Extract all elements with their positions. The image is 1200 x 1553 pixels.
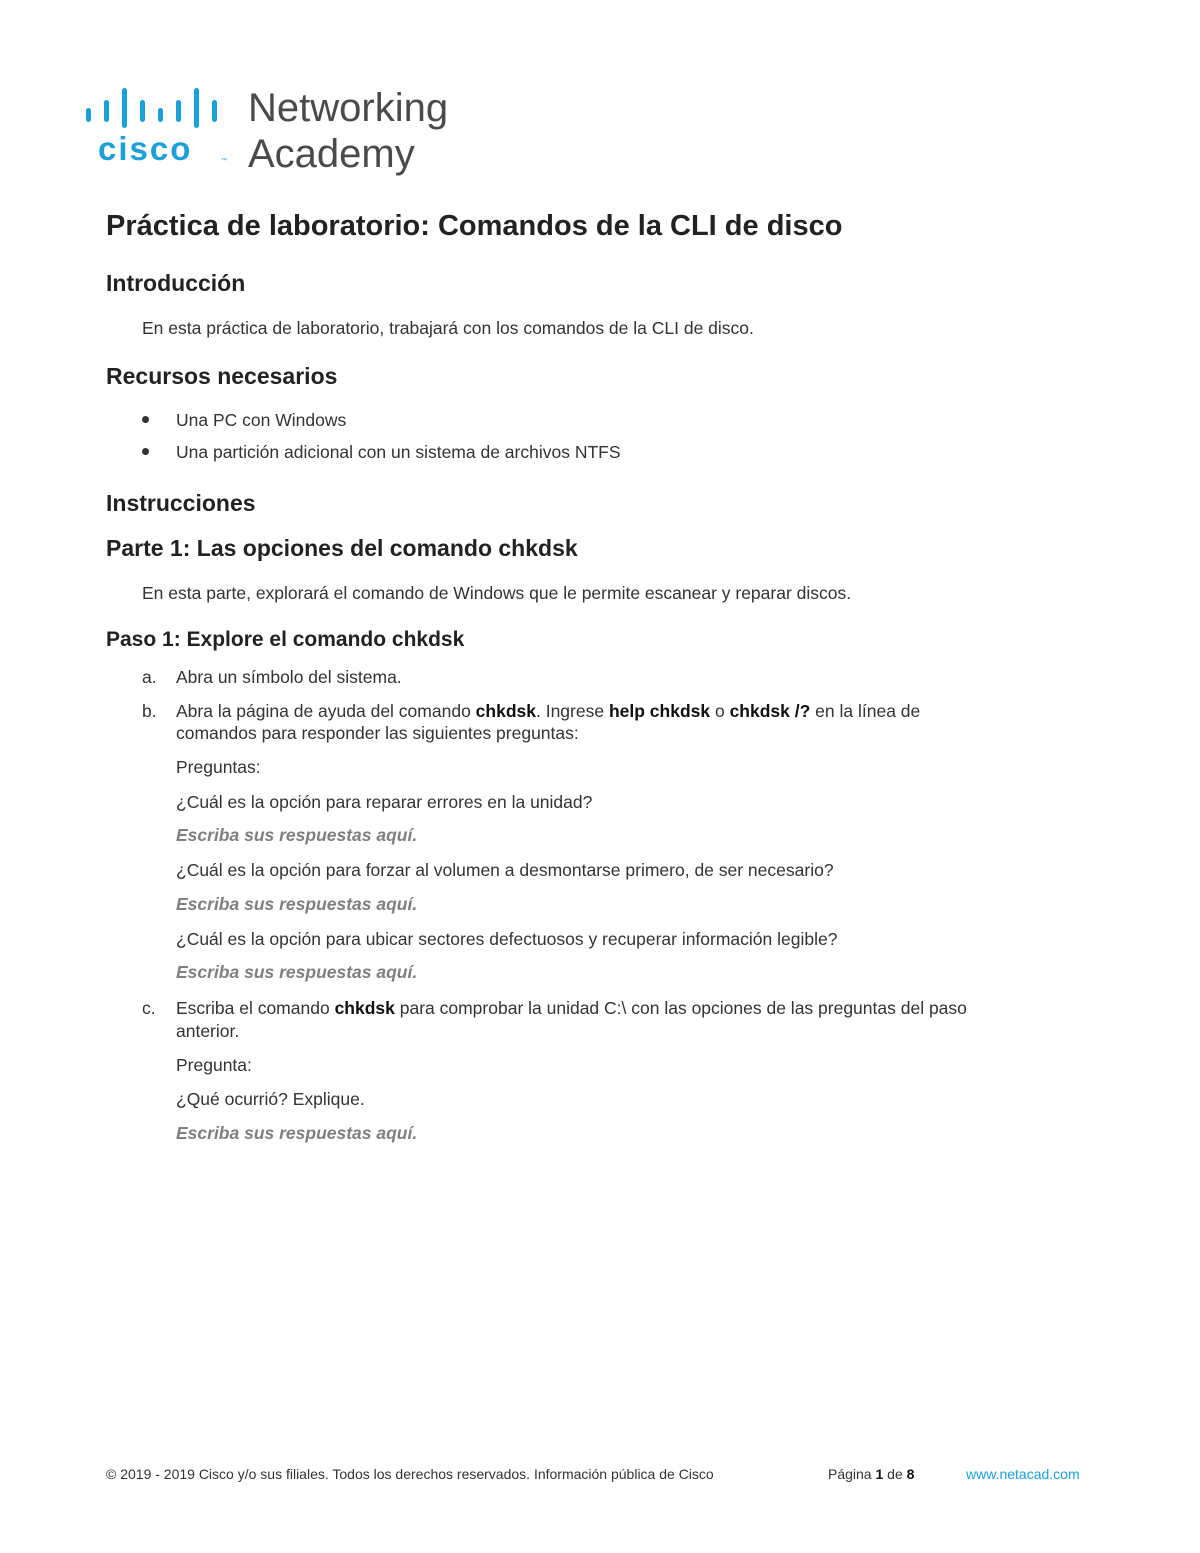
answer-placeholder: Escriba sus respuestas aquí. [176, 962, 418, 982]
step-a-text: Abra un símbolo del sistema. [176, 667, 402, 687]
document-title: Práctica de laboratorio: Comandos de la CLI de disco [106, 210, 843, 242]
cisco-wordmark: cisco [98, 130, 193, 167]
list-marker-c: c. [142, 998, 156, 1018]
footer-link[interactable]: www.netacad.com [966, 1466, 1080, 1482]
command-help-chkdsk: help chkdsk [608, 701, 711, 721]
answer-placeholder: Escriba sus respuestas aquí. [176, 825, 418, 845]
cisco-bars-icon [84, 86, 224, 130]
command-chkdsk: chkdsk [475, 701, 536, 721]
bullet-icon [142, 448, 149, 455]
question-text: ¿Cuál es la opción para forzar al volumen a desmontarse primero, de ser necesario? [176, 860, 834, 880]
step-c-line1: Escriba el comando chkdsk para comprobar la unidad C:\ con las opciones de las preguntas del paso [176, 998, 967, 1018]
resource-item: Una partición adicional con un sistema de archivos NTFS [176, 442, 621, 462]
question-text: ¿Qué ocurrió? Explique. [176, 1089, 365, 1109]
cisco-networking-academy-logo [84, 86, 474, 186]
bullet-icon [142, 416, 149, 423]
step-c-line2: anterior. [176, 1021, 240, 1041]
trademark-symbol: ™ [221, 158, 227, 164]
part1-text: En esta parte, explorará el comando de Windows que le permite escanear y reparar discos. [142, 583, 852, 603]
intro-text: En esta práctica de laboratorio, trabajará con los comandos de la CLI de disco. [142, 318, 754, 338]
command-chkdsk-help: chkdsk /? [729, 701, 811, 721]
answer-placeholder: Escriba sus respuestas aquí. [176, 894, 418, 914]
step-b-line1: Abra la página de ayuda del comando chkdsk. Ingrese help chkdsk o chkdsk /? en la línea de [176, 701, 921, 721]
resources-heading: Recursos necesarios [106, 363, 338, 389]
question-text: ¿Cuál es la opción para ubicar sectores defectuosos y recuperar información legible? [176, 929, 838, 949]
footer-copyright: © 2019 - 2019 Cisco y/o sus filiales. Todos los derechos reservados. Información pública de Cisco [106, 1466, 714, 1482]
logo-networking-text: Networking [248, 86, 449, 130]
questions-label: Preguntas: [176, 757, 261, 777]
logo-academy-text: Academy [248, 132, 415, 176]
question-text: ¿Cuál es la opción para reparar errores en la unidad? [176, 792, 593, 812]
instructions-heading: Instrucciones [106, 490, 256, 516]
question-label: Pregunta: [176, 1055, 252, 1075]
answer-placeholder: Escriba sus respuestas aquí. [176, 1123, 418, 1143]
part1-heading: Parte 1: Las opciones del comando chkdsk [106, 535, 578, 561]
list-marker-b: b. [142, 701, 157, 721]
list-marker-a: a. [142, 667, 157, 687]
command-chkdsk: chkdsk [334, 998, 395, 1018]
footer-page-number: Página 1 de 8 [828, 1466, 915, 1482]
resource-item: Una PC con Windows [176, 410, 347, 430]
step-b-line2: comandos para responder las siguientes preguntas: [176, 723, 579, 743]
intro-heading: Introducción [106, 270, 246, 296]
step1-heading: Paso 1: Explore el comando chkdsk [106, 628, 465, 651]
